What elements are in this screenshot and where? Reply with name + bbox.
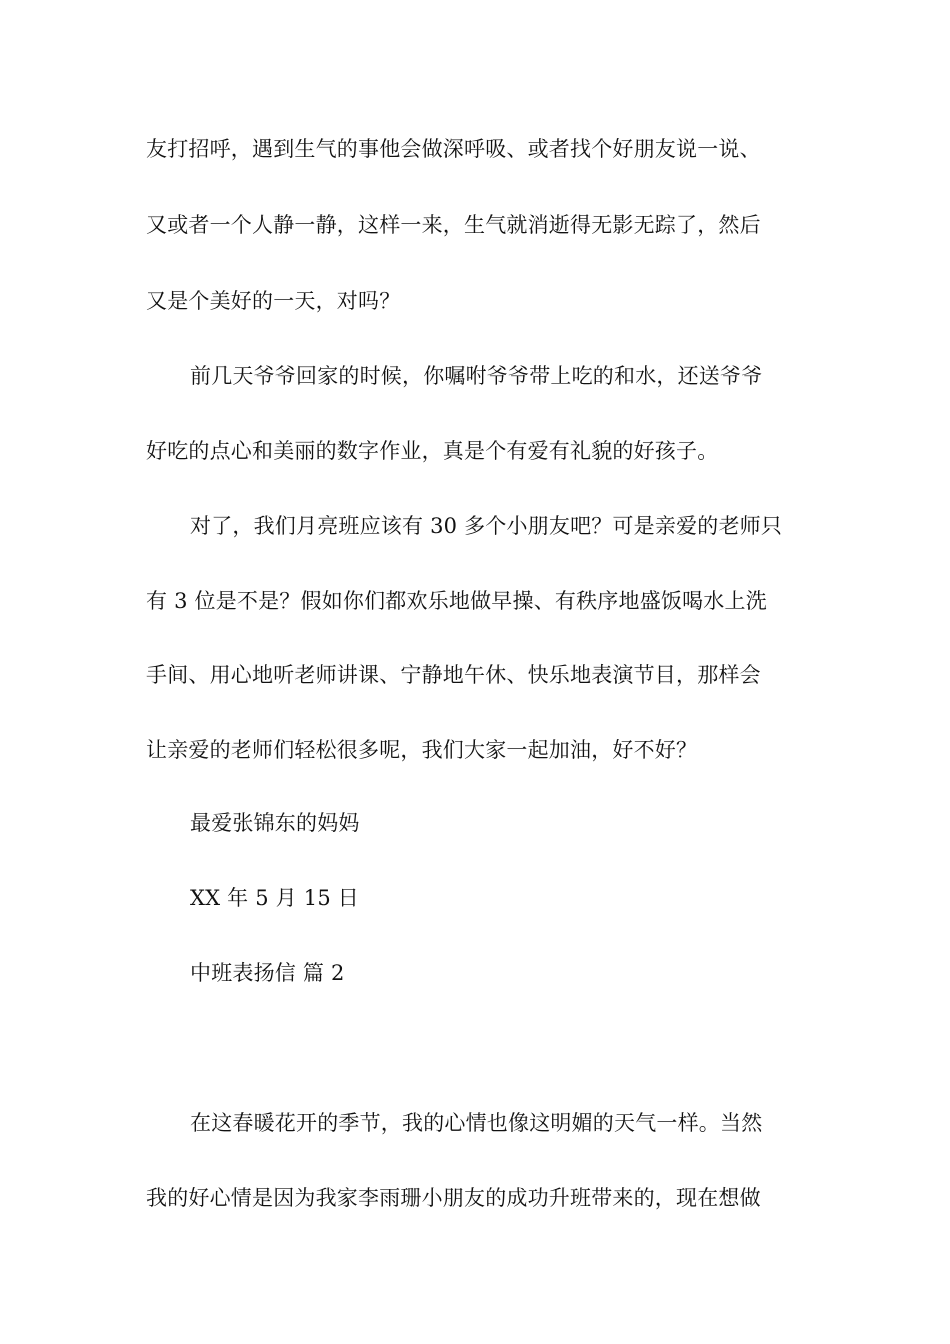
paragraph-line: 我的好心情是因为我家李雨珊小朋友的成功升班带来的，现在想做 bbox=[146, 1186, 761, 1210]
signature-line: 最爱张锦东的妈妈 bbox=[190, 811, 360, 835]
date-line: XX 年 5 月 15 日 bbox=[190, 886, 359, 910]
paragraph-line: 在这春暖花开的季节，我的心情也像这明媚的天气一样。当然 bbox=[190, 1111, 763, 1135]
section-heading: 中班表扬信 篇 2 bbox=[190, 961, 345, 985]
paragraph-line: 又或者一个人静一静，这样一来，生气就消逝得无影无踪了，然后 bbox=[146, 213, 761, 237]
paragraph-line: 又是个美好的一天，对吗？ bbox=[146, 289, 401, 313]
paragraph-line: 友打招呼，遇到生气的事他会做深呼吸、或者找个好朋友说一说、 bbox=[146, 137, 761, 161]
paragraph-line: 有 3 位是不是？假如你们都欢乐地做早操、有秩序地盛饭喝水上洗 bbox=[146, 589, 767, 613]
paragraph-line: 让亲爱的老师们轻松很多呢，我们大家一起加油，好不好？ bbox=[146, 738, 698, 762]
paragraph-line: 对了，我们月亮班应该有 30 多个小朋友吧？可是亲爱的老师只 bbox=[190, 514, 783, 538]
paragraph-line: 前几天爷爷回家的时候，你嘱咐爷爷带上吃的和水，还送爷爷 bbox=[190, 364, 763, 388]
paragraph-line: 手间、用心地听老师讲课、宁静地午休、快乐地表演节目，那样会 bbox=[146, 663, 761, 687]
paragraph-line: 好吃的点心和美丽的数字作业，真是个有爱有礼貌的好孩子。 bbox=[146, 439, 719, 463]
